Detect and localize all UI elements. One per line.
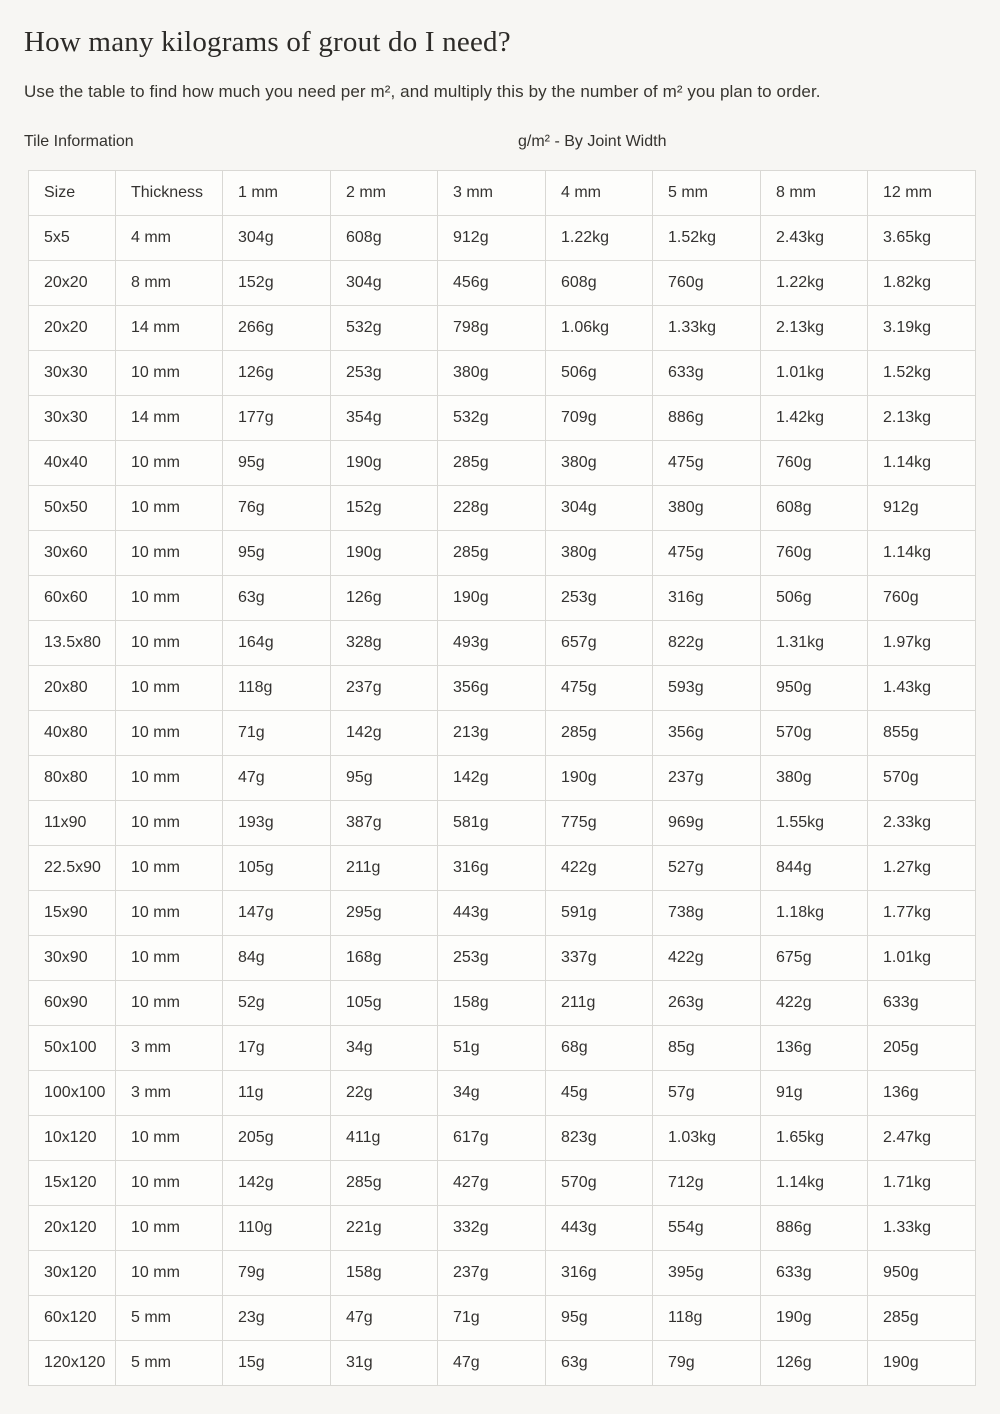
table-row	[29, 486, 976, 531]
table-cell: 147g	[223, 891, 331, 936]
table-cell: 23g	[223, 1296, 331, 1341]
table-cell: 40x80	[29, 711, 116, 756]
table-cell: 205g	[223, 1116, 331, 1161]
table-cell: 570g	[546, 1161, 653, 1206]
table-cell: 3 mm	[116, 1026, 223, 1071]
table-cell: 45g	[546, 1071, 653, 1116]
table-cell: 493g	[438, 621, 546, 666]
table-cell: 1.77kg	[868, 891, 976, 936]
table-cell: 158g	[331, 1251, 438, 1296]
table-cell: 2.43kg	[761, 216, 868, 261]
table-cell: 912g	[868, 486, 976, 531]
table-cell: 31g	[331, 1341, 438, 1386]
table-row	[29, 1206, 976, 1251]
table-cell: 1.01kg	[761, 351, 868, 396]
table-cell: 51g	[438, 1026, 546, 1071]
table-cell: 1.14kg	[868, 531, 976, 576]
table-cell: 118g	[653, 1296, 761, 1341]
table-cell: 80x80	[29, 756, 116, 801]
table-cell: 822g	[653, 621, 761, 666]
table-cell: 10 mm	[116, 1161, 223, 1206]
table-cell: 30x30	[29, 351, 116, 396]
table-cell: 10 mm	[116, 576, 223, 621]
table-cell: 85g	[653, 1026, 761, 1071]
table-cell: 1.22kg	[546, 216, 653, 261]
table-row	[29, 396, 976, 441]
table-cell: 193g	[223, 801, 331, 846]
table-cell: 15x90	[29, 891, 116, 936]
table-cell: 285g	[868, 1296, 976, 1341]
table-cell: 11g	[223, 1071, 331, 1116]
table-cell: 34g	[331, 1026, 438, 1071]
table-cell: 4 mm	[116, 216, 223, 261]
table-cell: 798g	[438, 306, 546, 351]
table-cell: 1.97kg	[868, 621, 976, 666]
table-cell: 395g	[653, 1251, 761, 1296]
table-cell: 304g	[331, 261, 438, 306]
table-cell: 356g	[653, 711, 761, 756]
column-header: 5 mm	[653, 171, 761, 216]
table-label-tile-information: Tile Information	[24, 133, 134, 150]
table-cell: 211g	[546, 981, 653, 1026]
table-cell: 30x120	[29, 1251, 116, 1296]
table-cell: 328g	[331, 621, 438, 666]
table-body	[29, 216, 976, 1386]
table-cell: 5 mm	[116, 1296, 223, 1341]
table-cell: 15x120	[29, 1161, 116, 1206]
table-cell: 422g	[546, 846, 653, 891]
table-cell: 190g	[546, 756, 653, 801]
table-cell: 380g	[761, 756, 868, 801]
table-cell: 617g	[438, 1116, 546, 1161]
table-cell: 30x90	[29, 936, 116, 981]
table-row	[29, 936, 976, 981]
table-cell: 8 mm	[116, 261, 223, 306]
table-cell: 1.31kg	[761, 621, 868, 666]
table-cell: 1.14kg	[761, 1161, 868, 1206]
table-cell: 110g	[223, 1206, 331, 1251]
table-cell: 10 mm	[116, 441, 223, 486]
column-header: 3 mm	[438, 171, 546, 216]
table-cell: 126g	[761, 1341, 868, 1386]
table-cell: 337g	[546, 936, 653, 981]
table-cell: 79g	[653, 1341, 761, 1386]
table-cell: 60x60	[29, 576, 116, 621]
table-cell: 52g	[223, 981, 331, 1026]
table-cell: 10 mm	[116, 711, 223, 756]
table-cell: 709g	[546, 396, 653, 441]
table-cell: 60x120	[29, 1296, 116, 1341]
table-cell: 532g	[438, 396, 546, 441]
table-cell: 633g	[761, 1251, 868, 1296]
table-cell: 1.82kg	[868, 261, 976, 306]
table-cell: 10x120	[29, 1116, 116, 1161]
table-cell: 95g	[223, 531, 331, 576]
table-cell: 591g	[546, 891, 653, 936]
table-cell: 142g	[331, 711, 438, 756]
table-cell: 356g	[438, 666, 546, 711]
table-cell: 17g	[223, 1026, 331, 1071]
table-cell: 443g	[546, 1206, 653, 1251]
table-cell: 158g	[438, 981, 546, 1026]
table-cell: 20x120	[29, 1206, 116, 1251]
table-cell: 126g	[331, 576, 438, 621]
table-cell: 1.27kg	[868, 846, 976, 891]
table-cell: 657g	[546, 621, 653, 666]
table-cell: 164g	[223, 621, 331, 666]
table-cell: 120x120	[29, 1341, 116, 1386]
table-cell: 213g	[438, 711, 546, 756]
table-cell: 47g	[223, 756, 331, 801]
table-cell: 105g	[223, 846, 331, 891]
table-cell: 760g	[761, 531, 868, 576]
table-cell: 380g	[653, 486, 761, 531]
table-cell: 527g	[653, 846, 761, 891]
table-cell: 387g	[331, 801, 438, 846]
table-row	[29, 756, 976, 801]
table-cell: 316g	[546, 1251, 653, 1296]
table-row	[29, 981, 976, 1026]
table-cell: 47g	[438, 1341, 546, 1386]
table-cell: 190g	[331, 441, 438, 486]
table-cell: 205g	[868, 1026, 976, 1071]
table-cell: 1.43kg	[868, 666, 976, 711]
table-cell: 11x90	[29, 801, 116, 846]
table-cell: 593g	[653, 666, 761, 711]
table-row	[29, 1116, 976, 1161]
table-cell: 760g	[868, 576, 976, 621]
table-cell: 2.13kg	[761, 306, 868, 351]
table-cell: 285g	[546, 711, 653, 756]
table-cell: 30x30	[29, 396, 116, 441]
table-cell: 332g	[438, 1206, 546, 1251]
table-row	[29, 801, 976, 846]
table-cell: 855g	[868, 711, 976, 756]
table-row	[29, 666, 976, 711]
table-cell: 177g	[223, 396, 331, 441]
table-cell: 221g	[331, 1206, 438, 1251]
table-cell: 136g	[761, 1026, 868, 1071]
table-cell: 10 mm	[116, 936, 223, 981]
table-cell: 285g	[438, 531, 546, 576]
table-cell: 675g	[761, 936, 868, 981]
table-cell: 20x80	[29, 666, 116, 711]
table-cell: 475g	[653, 531, 761, 576]
table-cell: 10 mm	[116, 666, 223, 711]
table-cell: 380g	[546, 531, 653, 576]
table-cell: 950g	[761, 666, 868, 711]
table-cell: 14 mm	[116, 396, 223, 441]
table-cell: 969g	[653, 801, 761, 846]
table-cell: 10 mm	[116, 1251, 223, 1296]
table-cell: 506g	[761, 576, 868, 621]
table-cell: 570g	[761, 711, 868, 756]
table-cell: 1.01kg	[868, 936, 976, 981]
table-cell: 1.52kg	[653, 216, 761, 261]
table-cell: 411g	[331, 1116, 438, 1161]
table-cell: 285g	[438, 441, 546, 486]
table-cell: 76g	[223, 486, 331, 531]
table-cell: 844g	[761, 846, 868, 891]
table-cell: 63g	[546, 1341, 653, 1386]
table-cell: 316g	[653, 576, 761, 621]
table-cell: 84g	[223, 936, 331, 981]
table-cell: 71g	[438, 1296, 546, 1341]
table-cell: 1.42kg	[761, 396, 868, 441]
table-cell: 316g	[438, 846, 546, 891]
table-cell: 912g	[438, 216, 546, 261]
table-cell: 738g	[653, 891, 761, 936]
table-cell: 570g	[868, 756, 976, 801]
table-cell: 475g	[653, 441, 761, 486]
table-cell: 237g	[438, 1251, 546, 1296]
table-cell: 79g	[223, 1251, 331, 1296]
table-row	[29, 531, 976, 576]
table-cell: 263g	[653, 981, 761, 1026]
table-cell: 57g	[653, 1071, 761, 1116]
table-cell: 1.55kg	[761, 801, 868, 846]
grout-table	[28, 170, 976, 1386]
table-cell: 422g	[761, 981, 868, 1026]
table-cell: 608g	[546, 261, 653, 306]
table-cell: 211g	[331, 846, 438, 891]
table-cell: 285g	[331, 1161, 438, 1206]
table-cell: 71g	[223, 711, 331, 756]
table-cell: 136g	[868, 1071, 976, 1116]
table-cell: 1.33kg	[653, 306, 761, 351]
table-cell: 380g	[546, 441, 653, 486]
table-cell: 1.71kg	[868, 1161, 976, 1206]
table-cell: 190g	[331, 531, 438, 576]
table-cell: 14 mm	[116, 306, 223, 351]
table-cell: 253g	[438, 936, 546, 981]
table-cell: 15g	[223, 1341, 331, 1386]
table-cell: 237g	[331, 666, 438, 711]
table-cell: 253g	[546, 576, 653, 621]
table-cell: 380g	[438, 351, 546, 396]
table-cell: 68g	[546, 1026, 653, 1071]
table-cell: 1.52kg	[868, 351, 976, 396]
table-cell: 63g	[223, 576, 331, 621]
table-row	[29, 1251, 976, 1296]
page-title: How many kilograms of grout do I need?	[24, 26, 511, 58]
table-cell: 190g	[761, 1296, 868, 1341]
table-cell: 3.19kg	[868, 306, 976, 351]
table-cell: 105g	[331, 981, 438, 1026]
table-cell: 10 mm	[116, 351, 223, 396]
table-row	[29, 621, 976, 666]
table-cell: 1.14kg	[868, 441, 976, 486]
table-cell: 152g	[223, 261, 331, 306]
table-cell: 295g	[331, 891, 438, 936]
table-cell: 126g	[223, 351, 331, 396]
table-cell: 10 mm	[116, 531, 223, 576]
table-cell: 253g	[331, 351, 438, 396]
table-row	[29, 1341, 976, 1386]
table-cell: 950g	[868, 1251, 976, 1296]
table-cell: 5 mm	[116, 1341, 223, 1386]
table-cell: 100x100	[29, 1071, 116, 1116]
table-cell: 633g	[868, 981, 976, 1026]
table-cell: 3 mm	[116, 1071, 223, 1116]
table-cell: 581g	[438, 801, 546, 846]
table-cell: 886g	[761, 1206, 868, 1251]
table-cell: 142g	[438, 756, 546, 801]
table-cell: 443g	[438, 891, 546, 936]
page-subtitle: Use the table to find how much you need per m², and multiply this by the number of m² you plan to order.	[24, 82, 821, 101]
table-cell: 266g	[223, 306, 331, 351]
table-cell: 1.18kg	[761, 891, 868, 936]
table-cell: 34g	[438, 1071, 546, 1116]
table-cell: 422g	[653, 936, 761, 981]
table-cell: 95g	[331, 756, 438, 801]
table-cell: 475g	[546, 666, 653, 711]
table-cell: 10 mm	[116, 1116, 223, 1161]
column-header: Size	[29, 171, 116, 216]
table-cell: 142g	[223, 1161, 331, 1206]
table-cell: 532g	[331, 306, 438, 351]
table-row	[29, 1026, 976, 1071]
table-cell: 886g	[653, 396, 761, 441]
column-header: Thickness	[116, 171, 223, 216]
table-cell: 13.5x80	[29, 621, 116, 666]
table-cell: 152g	[331, 486, 438, 531]
table-cell: 20x20	[29, 261, 116, 306]
table-cell: 633g	[653, 351, 761, 396]
column-header: 12 mm	[868, 171, 976, 216]
table-cell: 228g	[438, 486, 546, 531]
table-cell: 304g	[546, 486, 653, 531]
table-cell: 95g	[223, 441, 331, 486]
column-header: 2 mm	[331, 171, 438, 216]
table-cell: 608g	[761, 486, 868, 531]
table-cell: 10 mm	[116, 981, 223, 1026]
table-cell: 10 mm	[116, 621, 223, 666]
table-row	[29, 261, 976, 306]
table-cell: 1.33kg	[868, 1206, 976, 1251]
table-cell: 760g	[653, 261, 761, 306]
table-cell: 10 mm	[116, 801, 223, 846]
table-label-joint-width: g/m² - By Joint Width	[518, 133, 667, 150]
table-cell: 1.22kg	[761, 261, 868, 306]
table-cell: 2.33kg	[868, 801, 976, 846]
table-cell: 608g	[331, 216, 438, 261]
table-labels	[24, 133, 976, 153]
table-row	[29, 216, 976, 261]
table-cell: 118g	[223, 666, 331, 711]
table-cell: 427g	[438, 1161, 546, 1206]
table-cell: 22g	[331, 1071, 438, 1116]
column-header: 8 mm	[761, 171, 868, 216]
table-row	[29, 891, 976, 936]
table-row	[29, 306, 976, 351]
table-row	[29, 1296, 976, 1341]
page	[0, 26, 1000, 1386]
table-cell: 60x90	[29, 981, 116, 1026]
table-cell: 5x5	[29, 216, 116, 261]
table-cell: 40x40	[29, 441, 116, 486]
table-cell: 760g	[761, 441, 868, 486]
column-header: 4 mm	[546, 171, 653, 216]
table-cell: 10 mm	[116, 756, 223, 801]
table-cell: 22.5x90	[29, 846, 116, 891]
table-cell: 237g	[653, 756, 761, 801]
table-cell: 190g	[438, 576, 546, 621]
table-cell: 506g	[546, 351, 653, 396]
table-cell: 168g	[331, 936, 438, 981]
table-cell: 10 mm	[116, 486, 223, 531]
table-row	[29, 441, 976, 486]
table-row	[29, 576, 976, 621]
table-row	[29, 846, 976, 891]
table-cell: 91g	[761, 1071, 868, 1116]
table-cell: 1.65kg	[761, 1116, 868, 1161]
table-cell: 823g	[546, 1116, 653, 1161]
table-row	[29, 1161, 976, 1206]
table-cell: 2.13kg	[868, 396, 976, 441]
table-cell: 304g	[223, 216, 331, 261]
table-cell: 190g	[868, 1341, 976, 1386]
table-cell: 2.47kg	[868, 1116, 976, 1161]
table-row	[29, 1071, 976, 1116]
table-cell: 554g	[653, 1206, 761, 1251]
table-cell: 3.65kg	[868, 216, 976, 261]
table-cell: 1.03kg	[653, 1116, 761, 1161]
table-cell: 775g	[546, 801, 653, 846]
table-cell: 30x60	[29, 531, 116, 576]
table-cell: 10 mm	[116, 846, 223, 891]
table-cell: 712g	[653, 1161, 761, 1206]
table-cell: 47g	[331, 1296, 438, 1341]
table-cell: 10 mm	[116, 1206, 223, 1251]
header-row	[29, 171, 976, 216]
table-cell: 10 mm	[116, 891, 223, 936]
table-cell: 1.06kg	[546, 306, 653, 351]
table-row	[29, 351, 976, 396]
table-cell: 95g	[546, 1296, 653, 1341]
table-cell: 50x100	[29, 1026, 116, 1071]
table-row	[29, 711, 976, 756]
table-cell: 354g	[331, 396, 438, 441]
table-cell: 456g	[438, 261, 546, 306]
table-cell: 20x20	[29, 306, 116, 351]
column-header: 1 mm	[223, 171, 331, 216]
table-cell: 50x50	[29, 486, 116, 531]
